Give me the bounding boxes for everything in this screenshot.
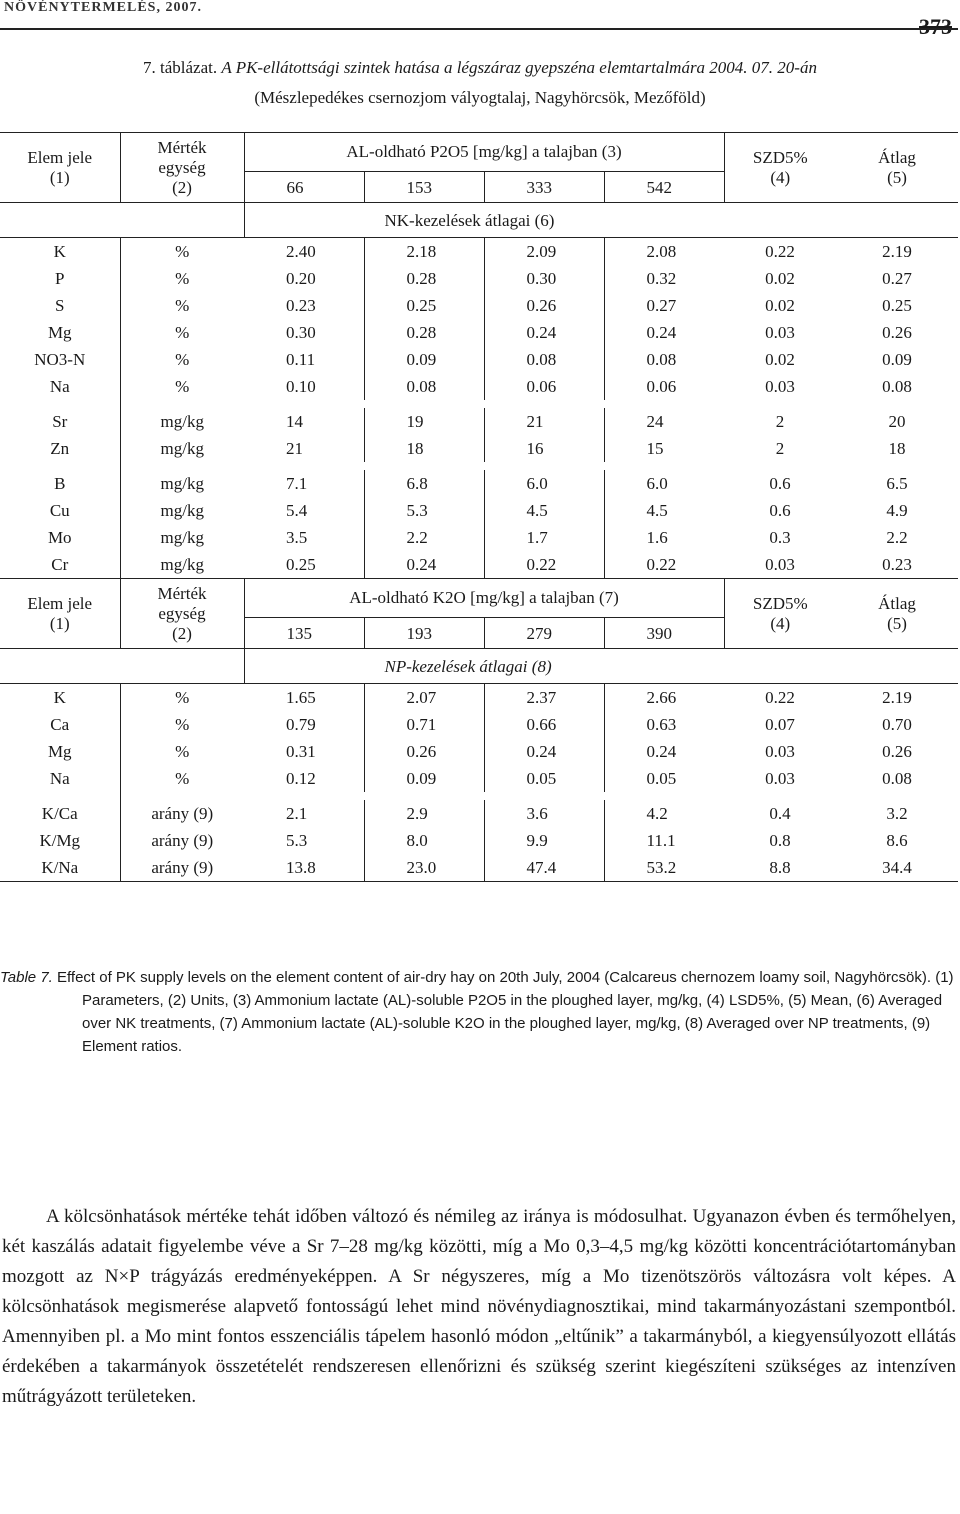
header-unit-line: egység (158, 157, 206, 177)
value-cell: 0.05 (604, 765, 724, 792)
spacer-cell (0, 400, 120, 408)
header-level-0: 66 (244, 172, 364, 203)
header-mean-line: Átlag (878, 147, 916, 167)
subheader-spacer (120, 203, 244, 238)
value-cell: 0.79 (286, 715, 316, 734)
value-cell: 23.0 (364, 854, 484, 882)
mean-cell: 0.23 (882, 555, 912, 574)
lsd-cell: 0.03 (765, 323, 795, 342)
header-unit-line: Mérték (157, 137, 207, 157)
header-lsd-line: (4) (770, 613, 791, 633)
lsd-cell: 0.22 (765, 688, 795, 707)
table-row (0, 684, 958, 712)
english-table-label: Table 7. (0, 969, 53, 986)
table-subheader-row (0, 203, 958, 238)
table-row (0, 346, 958, 373)
subheader-spacer (120, 649, 244, 684)
english-caption-text: Effect of PK supply levels on the element content of air-dry hay on 20th July, 2004 (Calcareus chernozem loamy soil, Nagyhörcsök). (1) Parameters, (2) Units, (3) Ammonium lactate (AL)-soluble P2O5 in the ploughed layer, mg/kg, (4) LSD5%, (5) Mean, (6) Averaged over NK treatments, (7) Ammonium lactate (AL)-soluble K2O in the ploughed layer, mg/kg, (8) Averaged over NP treatments, (9) Element ratios. (57, 969, 954, 1055)
lsd-cell: 0.4 (769, 804, 791, 823)
unit-cell: % (120, 738, 244, 765)
header-level-2: 333 (484, 172, 604, 203)
table-header-row (0, 133, 958, 172)
element-cell: S (55, 296, 65, 315)
element-content-table (0, 132, 958, 882)
value-cell: 0.11 (286, 350, 316, 369)
value-cell: 0.08 (364, 373, 484, 400)
value-cell: 11.1 (604, 827, 724, 854)
element-cell: Mo (47, 528, 72, 547)
value-cell: 0.24 (604, 738, 724, 765)
table-caption-hungarian (0, 58, 960, 78)
table-label: 7. táblázat. (143, 58, 218, 77)
header-level-0: 135 (244, 618, 364, 649)
header-element-line: (1) (49, 167, 70, 187)
unit-cell: mg/kg (120, 497, 244, 524)
table-row (0, 827, 958, 854)
value-cell: 16 (484, 435, 604, 462)
value-cell: 0.32 (604, 265, 724, 292)
value-cell: 0.12 (286, 769, 316, 788)
table-row (0, 738, 958, 765)
subheader-treatment-label: NK-kezelések átlagai (6) (244, 203, 958, 238)
table-subheader-row (0, 649, 958, 684)
unit-cell: % (120, 346, 244, 373)
group-spacer (0, 792, 958, 800)
value-cell: 0.24 (604, 319, 724, 346)
value-cell: 53.2 (604, 854, 724, 882)
value-cell: 1.6 (604, 524, 724, 551)
value-cell: 2.66 (604, 684, 724, 712)
value-cell: 3.6 (484, 800, 604, 827)
unit-cell: % (120, 373, 244, 400)
header-element (0, 579, 120, 649)
mean-cell: 2.19 (882, 688, 912, 707)
header-level-1: 153 (364, 172, 484, 203)
value-cell: 1.7 (484, 524, 604, 551)
unit-cell: % (120, 319, 244, 346)
unit-cell: mg/kg (120, 470, 244, 497)
header-rule (0, 28, 958, 30)
unit-cell: mg/kg (120, 524, 244, 551)
mean-cell: 0.27 (882, 269, 912, 288)
value-cell: 0.10 (286, 377, 316, 396)
value-cell: 5.4 (286, 501, 308, 520)
header-level-3: 390 (604, 618, 724, 649)
lsd-cell: 0.03 (765, 769, 795, 788)
header-mean (836, 133, 958, 203)
lsd-cell: 2 (775, 439, 785, 458)
mean-cell: 0.08 (882, 769, 912, 788)
element-cell: Ca (50, 715, 70, 734)
value-cell: 2.07 (364, 684, 484, 712)
value-cell: 2.2 (364, 524, 484, 551)
header-level-2: 279 (484, 618, 604, 649)
subheader-treatment-label: NP-kezelések átlagai (8) (244, 649, 958, 684)
value-cell: 0.20 (286, 269, 316, 288)
table-subtitle: (Mészlepedékes csernozjom vályogtalaj, Nagyhörcsök, Mezőföld) (254, 88, 706, 107)
header-lsd (724, 133, 836, 203)
unit-cell: % (120, 238, 244, 266)
header-level-1: 193 (364, 618, 484, 649)
lsd-cell: 0.6 (769, 501, 791, 520)
header-lsd (724, 579, 836, 649)
mean-cell: 34.4 (836, 854, 958, 882)
subheader-spacer (0, 203, 120, 238)
mean-cell: 4.9 (886, 501, 908, 520)
table-header-row (0, 579, 958, 618)
value-cell: 18 (364, 435, 484, 462)
value-cell: 0.63 (604, 711, 724, 738)
unit-cell: % (120, 711, 244, 738)
value-cell: 0.22 (484, 551, 604, 579)
lsd-cell: 2 (775, 412, 785, 431)
value-cell: 0.66 (484, 711, 604, 738)
header-unit-line: (2) (172, 177, 192, 197)
element-cell: Cu (49, 501, 70, 520)
element-cell: K (53, 242, 66, 261)
value-cell: 0.08 (604, 346, 724, 373)
page-number: 373 (919, 14, 952, 39)
element-cell: Sr (52, 412, 68, 431)
table-row (0, 292, 958, 319)
mean-cell: 0.25 (882, 296, 912, 315)
element-cell: Mg (47, 742, 72, 761)
value-cell: 0.05 (484, 765, 604, 792)
value-cell: 0.24 (364, 551, 484, 579)
unit-cell: mg/kg (120, 435, 244, 462)
lsd-cell: 0.02 (765, 296, 795, 315)
running-header (0, 0, 960, 39)
header-unit-line: egység (158, 603, 206, 623)
mean-cell: 0.09 (882, 350, 912, 369)
spacer-cell (0, 792, 120, 800)
value-cell: 8.0 (364, 827, 484, 854)
header-soil-level-group: AL-oldható P2O5 [mg/kg] a talajban (3) (244, 133, 724, 172)
mean-cell: 6.5 (886, 474, 908, 493)
journal-name: NÖVÉNYTERMELÉS, 2007. (4, 0, 202, 15)
value-cell: 0.25 (364, 292, 484, 319)
value-cell: 6.8 (364, 470, 484, 497)
header-lsd-line: SZD5% (752, 593, 808, 613)
value-cell: 2.18 (364, 238, 484, 266)
value-cell: 24 (604, 408, 724, 435)
element-cell: Zn (50, 439, 70, 458)
value-cell: 2.1 (286, 804, 308, 823)
lsd-cell: 0.3 (769, 528, 791, 547)
header-unit (120, 133, 244, 203)
unit-cell: mg/kg (120, 551, 244, 579)
mean-cell: 0.26 (882, 323, 912, 342)
lsd-cell: 0.02 (765, 350, 795, 369)
value-cell: 0.26 (484, 292, 604, 319)
value-cell: 47.4 (484, 854, 604, 882)
table-row (0, 435, 958, 462)
spacer-cell (120, 792, 244, 800)
value-cell: 5.3 (286, 831, 308, 850)
value-cell: 15 (604, 435, 724, 462)
table-row (0, 524, 958, 551)
lsd-cell: 8.8 (724, 854, 836, 882)
value-cell: 0.08 (484, 346, 604, 373)
value-cell: 1.65 (286, 688, 316, 707)
value-cell: 6.0 (604, 470, 724, 497)
table-row (0, 373, 958, 400)
unit-cell: % (120, 765, 244, 792)
header-element (0, 133, 120, 203)
lsd-cell: 0.8 (769, 831, 791, 850)
subheader-spacer (0, 649, 120, 684)
element-cell: Na (49, 769, 70, 788)
spacer-cell (120, 462, 244, 470)
table-row (0, 854, 958, 882)
value-cell: 0.27 (604, 292, 724, 319)
value-cell: 7.1 (286, 474, 308, 493)
value-cell: 2.09 (484, 238, 604, 266)
table-row (0, 470, 958, 497)
element-cell: Na (49, 377, 70, 396)
value-cell: 13.8 (244, 854, 364, 882)
header-element-line: Elem jele (27, 593, 93, 613)
value-cell: 0.06 (484, 373, 604, 400)
spacer-cell (244, 400, 958, 408)
value-cell: 0.30 (286, 323, 316, 342)
unit-cell: arány (9) (120, 800, 244, 827)
value-cell: 4.2 (604, 800, 724, 827)
table-row (0, 238, 958, 266)
value-cell: 0.28 (364, 319, 484, 346)
table-row (0, 800, 958, 827)
mean-cell: 3.2 (886, 804, 908, 823)
value-cell: 0.25 (286, 555, 316, 574)
table-row (0, 265, 958, 292)
mean-cell: 0.70 (882, 715, 912, 734)
element-cell: K/Mg (39, 831, 81, 850)
header-unit-line: Mérték (157, 583, 207, 603)
element-cell: K/Ca (41, 804, 78, 823)
header-soil-level-group: AL-oldható K2O [mg/kg] a talajban (7) (244, 579, 724, 618)
table-row (0, 551, 958, 579)
value-cell: 21 (286, 439, 303, 458)
spacer-cell (0, 462, 120, 470)
value-cell: 9.9 (484, 827, 604, 854)
value-cell: 19 (364, 408, 484, 435)
element-cell: NO3-N (34, 350, 86, 369)
value-cell: 0.26 (364, 738, 484, 765)
header-element-line: (1) (49, 613, 70, 633)
element-cell: Mg (47, 323, 72, 342)
mean-cell: 2.2 (886, 528, 908, 547)
spacer-cell (244, 792, 958, 800)
value-cell: 3.5 (286, 528, 308, 547)
header-mean-line: (5) (887, 167, 907, 187)
unit-cell: mg/kg (120, 408, 244, 435)
table-row (0, 765, 958, 792)
mean-cell: 0.08 (882, 377, 912, 396)
group-spacer (0, 400, 958, 408)
unit-cell: % (120, 292, 244, 319)
body-paragraph: A kölcsönhatások mértéke tehát időben változó és némileg az iránya is módosulhat. Ugyanazon évben és termőhelyen, két kaszálás adatait figyelembe véve a Sr 7–28 mg/kg közötti, míg a Mo 0,3–4,5 mg/kg közötti koncentrációtartományban mozgott az N×P trágyázás eredményeképpen. A Sr négyszeres, míg a Mo tizenötszörös változásra volt képes. A kölcsönhatások megismerése alapvető fontosságú lehet mind növénydiagnosztikai, mind takarmányozástani szempontból. Amennyiben pl. a Mo mint fontos esszenciális tápelem hasonló módon „eltűnik” a takarmányból, a kiegyensúlyozott ellátás érdekében a takarmányok összetételét rendszeresen ellenőrizni és szükség szerint kiegészíteni szükséges az intenzíven műtrágyázott területeken. (2, 1206, 956, 1407)
header-unit (120, 579, 244, 649)
header-lsd-line: SZD5% (752, 147, 808, 167)
value-cell: 2.08 (604, 238, 724, 266)
mean-cell: 0.26 (882, 742, 912, 761)
lsd-cell: 0.03 (765, 377, 795, 396)
value-cell: 0.30 (484, 265, 604, 292)
header-lsd-line: (4) (770, 167, 791, 187)
group-spacer (0, 462, 958, 470)
element-cell: K (53, 688, 66, 707)
element-cell: Cr (51, 555, 69, 574)
unit-cell: arány (9) (120, 854, 244, 882)
mean-cell: 2.19 (882, 242, 912, 261)
lsd-cell: 0.6 (769, 474, 791, 493)
table-row (0, 319, 958, 346)
value-cell: 6.0 (484, 470, 604, 497)
element-cell: P (55, 269, 65, 288)
spacer-cell (120, 400, 244, 408)
unit-cell: % (120, 684, 244, 712)
value-cell: 2.40 (286, 242, 316, 261)
value-cell: 0.71 (364, 711, 484, 738)
header-element-line: Elem jele (27, 147, 93, 167)
unit-cell: arány (9) (120, 827, 244, 854)
header-level-3: 542 (604, 172, 724, 203)
lsd-cell: 0.03 (765, 555, 795, 574)
header-mean-line: (5) (887, 613, 907, 633)
value-cell: 0.31 (286, 742, 316, 761)
spacer-cell (244, 462, 958, 470)
value-cell: 0.09 (364, 346, 484, 373)
table-caption-english (0, 966, 956, 1058)
unit-cell: % (120, 265, 244, 292)
element-cell: K/Na (0, 854, 120, 882)
value-cell: 14 (286, 412, 303, 431)
value-cell: 0.24 (484, 319, 604, 346)
value-cell: 21 (484, 408, 604, 435)
value-cell: 0.06 (604, 373, 724, 400)
lsd-cell: 0.03 (765, 742, 795, 761)
value-cell: 0.09 (364, 765, 484, 792)
value-cell: 0.22 (604, 551, 724, 579)
value-cell: 0.24 (484, 738, 604, 765)
table-title: A PK-ellátottsági szintek hatása a légszáraz gyepszéna elemtartalmára 2004. 07. 20-án (221, 58, 817, 77)
value-cell: 0.28 (364, 265, 484, 292)
mean-cell: 8.6 (886, 831, 908, 850)
value-cell: 4.5 (604, 497, 724, 524)
value-cell: 4.5 (484, 497, 604, 524)
header-unit-line: (2) (172, 623, 192, 643)
lsd-cell: 0.22 (765, 242, 795, 261)
lsd-cell: 0.07 (765, 715, 795, 734)
table-row (0, 408, 958, 435)
mean-cell: 18 (888, 439, 906, 458)
header-mean-line: Átlag (878, 593, 916, 613)
value-cell: 0.23 (286, 296, 316, 315)
value-cell: 5.3 (364, 497, 484, 524)
element-cell: B (54, 474, 66, 493)
table-row (0, 711, 958, 738)
value-cell: 2.9 (364, 800, 484, 827)
mean-cell: 20 (888, 412, 906, 431)
header-mean (836, 579, 958, 649)
table-row (0, 497, 958, 524)
value-cell: 2.37 (484, 684, 604, 712)
lsd-cell: 0.02 (765, 269, 795, 288)
